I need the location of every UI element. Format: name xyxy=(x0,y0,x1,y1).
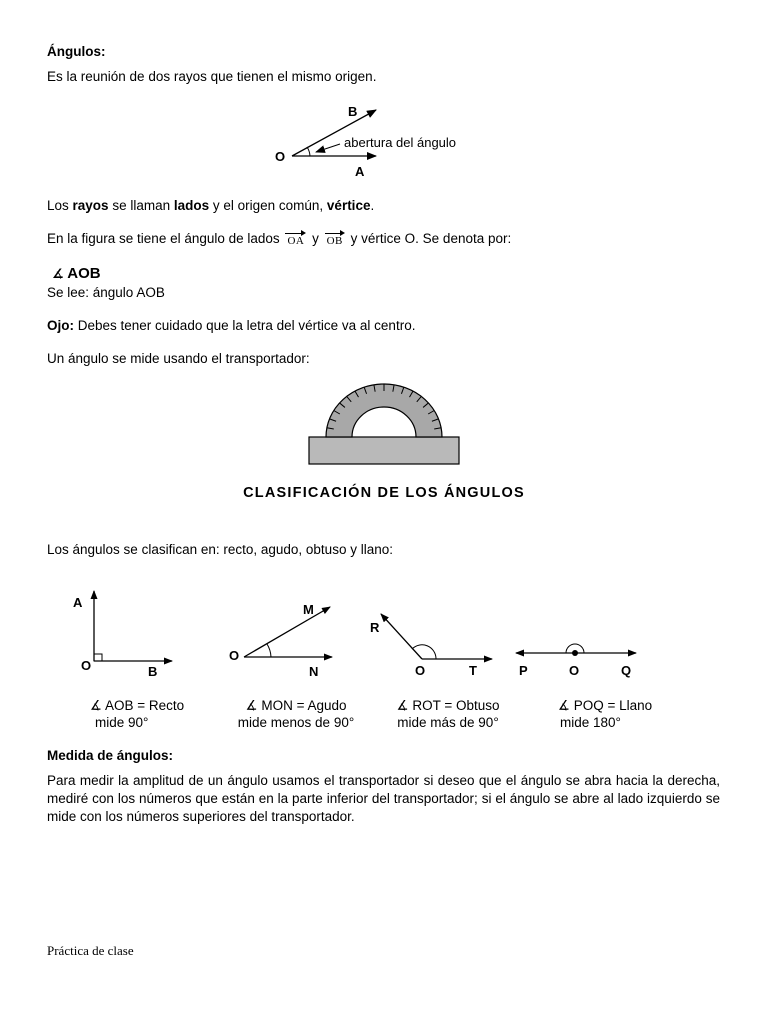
caption-agudo xyxy=(222,697,370,731)
notation xyxy=(52,265,101,282)
straight-angle-diagram xyxy=(516,644,636,678)
caption-line-2: mide más de 90° xyxy=(397,715,499,730)
annotation-arrow xyxy=(316,144,340,152)
label-o-straight: O xyxy=(569,663,580,678)
label-a-right: A xyxy=(73,595,83,610)
label-o: O xyxy=(275,149,286,164)
label-n: N xyxy=(309,664,319,679)
text-fragment: En la figura se tiene el ángulo de lados xyxy=(47,231,280,246)
caption-line-1: ∡ ROT = Obtuso xyxy=(396,698,500,713)
reading-text: Se lee: ángulo AOB xyxy=(47,285,165,300)
caption-recto xyxy=(62,697,212,731)
angle-types-figure xyxy=(60,585,660,685)
label-r: R xyxy=(370,620,380,635)
caption-obtuso xyxy=(374,697,522,731)
angle-arc xyxy=(307,147,310,156)
angle-symbol-icon: ∡ xyxy=(52,267,64,282)
term-vertice: vértice xyxy=(326,198,371,213)
text-fragment: y vértice O. Se denota por: xyxy=(350,231,512,246)
definition-text: Es la reunión de dos rayos que tienen el mismo origen. xyxy=(47,69,377,84)
angle-aob-figure xyxy=(260,100,500,180)
vector-oa: OA xyxy=(283,235,308,247)
caption-line-2: mide 180° xyxy=(560,715,621,730)
caption-line-2: mide 90° xyxy=(95,715,149,730)
label-o-acute: O xyxy=(229,648,240,663)
vector-ob: OB xyxy=(323,235,347,247)
classification-intro: Los ángulos se clasifican en: recto, agudo, obtuso y llano: xyxy=(47,542,393,557)
text-fragment: . xyxy=(370,198,375,213)
obtuse-angle-diagram xyxy=(370,614,492,678)
text-fragment: Los xyxy=(47,198,73,213)
measure-heading: Medida de ángulos: xyxy=(47,748,174,763)
caption-line-2: mide menos de 90° xyxy=(237,715,355,730)
text-fragment: y xyxy=(312,231,319,246)
text-fragment: y el origen común, xyxy=(209,198,327,213)
classification-title: CLASIFICACIÓN DE LOS ÁNGULOS xyxy=(243,485,525,501)
sides-sentence xyxy=(47,198,374,213)
protractor-text: Un ángulo se mide usando el transportador: xyxy=(47,351,310,366)
label-a: A xyxy=(355,164,365,179)
term-lados: lados xyxy=(173,198,210,213)
footer-text: Práctica de clase xyxy=(47,943,134,958)
label-b-right: B xyxy=(148,664,158,679)
caption-line-1: ∡ AOB = Recto xyxy=(89,698,185,713)
label-o-obtuse: O xyxy=(415,663,426,678)
text-fragment: se llaman xyxy=(108,198,174,213)
caption-llano xyxy=(530,697,680,731)
acute-angle-diagram xyxy=(229,602,332,679)
label-p: P xyxy=(519,663,528,678)
label-o-right: O xyxy=(81,658,92,673)
label-m: M xyxy=(303,602,314,617)
label-t: T xyxy=(469,663,477,678)
right-angle-diagram xyxy=(73,591,172,679)
annotation-text: abertura del ángulo xyxy=(344,135,457,150)
ojo-label: Ojo: xyxy=(47,318,74,333)
ojo-note xyxy=(47,318,415,333)
label-b: B xyxy=(348,104,358,119)
measure-paragraph: Para medir la amplitud de un ángulo usamos el transportador si deseo que el ángulo se abra hacia la derecha, mediré con los números que están en la parte inferior del transportador; si el ángulo se abre al lado izquierdo se mide con los números superiores del transportador. xyxy=(47,773,720,824)
protractor-icon xyxy=(306,380,462,468)
caption-line-1: ∡ MON = Agudo xyxy=(245,698,347,713)
notation-label: AOB xyxy=(67,265,101,282)
section-heading-angulos: Ángulos: xyxy=(47,44,106,59)
ojo-text: Debes tener cuidado que la letra del vértice va al centro. xyxy=(74,318,416,333)
term-rayos: rayos xyxy=(72,198,109,213)
caption-line-1: ∡ POQ = Llano xyxy=(557,698,653,713)
figure-sentence xyxy=(47,231,511,247)
label-q: Q xyxy=(621,663,632,678)
